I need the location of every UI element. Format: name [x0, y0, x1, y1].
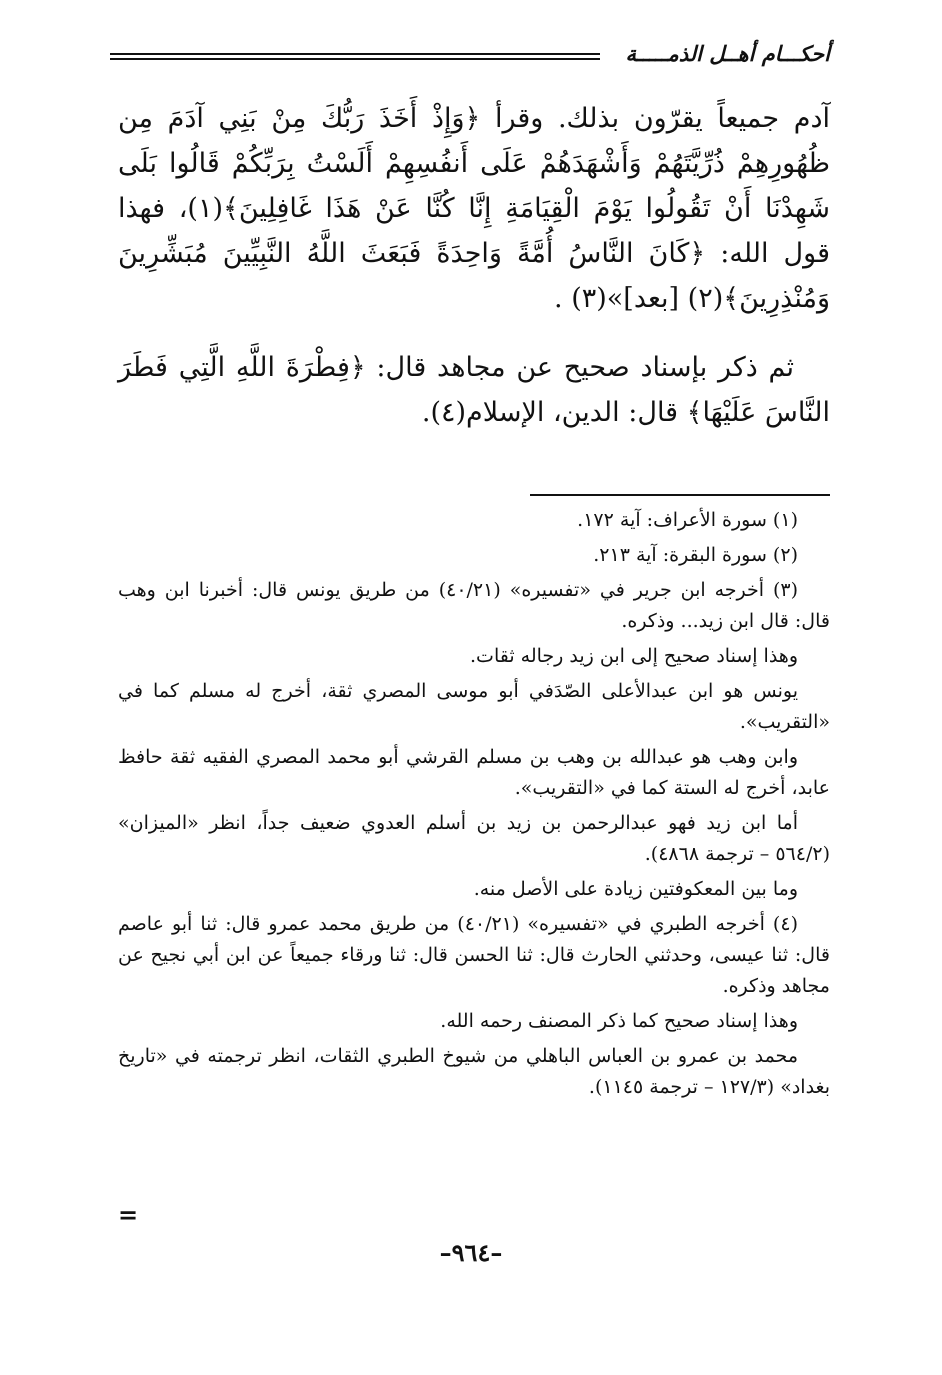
header-rule [110, 53, 600, 60]
header-title: أحكـــام أهــل الذمـــــة [617, 40, 830, 68]
footnote: (١) سورة الأعراف: آية ١٧٢. [577, 509, 798, 531]
footnote: (٢) سورة البقرة: آية ٢١٣. [593, 544, 798, 566]
main-text [118, 96, 830, 435]
footnote: وهذا إسناد صحيح كما ذكر المصنف رحمه الله. [440, 1010, 798, 1032]
footnote: أما ابن زيد فهو عبدالرحمن بن زيد بن أسلم العدوي ضعيف جداً، انظر «الميزان» (٥٦٤/٢ – ترجمة ٤٨٦٨). [118, 812, 830, 865]
footnote: (٣) أخرجه ابن جرير في «تفسيره» (٤٠/٢١) من طريق يونس قال: أخبرنا ابن وهب قال: قال ابن زيد... وذكره. [118, 579, 830, 632]
footnote: وابن وهب هو عبدالله بن وهب بن مسلم القرشي أبو محمد المصري الفقيه ثقة حافظ عابد، أخرج له الستة كما في «التقريب». [118, 746, 830, 799]
footnote: وما بين المعكوفتين زيادة على الأصل منه. [473, 878, 798, 900]
footnotes [118, 505, 830, 1107]
footnote: وهذا إسناد صحيح إلى ابن زيد رجاله ثقات. [470, 645, 798, 667]
footnote: يونس هو ابن عبدالأعلى الصّدَفي أبو موسى المصري ثقة، أخرج له مسلم كما في «التقريب». [118, 680, 830, 733]
main-paragraph: ثم ذكر بإسناد صحيح عن مجاهد قال: ﴿فِطْرَةَ اللَّهِ الَّتِي فَطَرَ النَّاسَ عَلَيْهَا﴾ قال: الدين، الإسلام(٤). [118, 352, 830, 428]
main-paragraph: آدم جميعاً يقرّون بذلك. وقرأ ﴿وَإِذْ أَخَذَ رَبُّكَ مِنْ بَنِي آدَمَ مِن ظُهُورِهِمْ ذُرِّيَّتَهُمْ وَأَشْهَدَهُمْ عَلَى أَنفُسِهِمْ أَلَسْتُ بِرَبِّكُمْ قَالُوا بَلَى شَهِدْنَا أَنْ تَقُولُوا يَوْمَ الْقِيَامَةِ إِنَّا كُنَّا عَنْ هَذَا غَافِلِينَ﴾(١)، فهذا قول الله: ﴿كَانَ النَّاسُ أُمَّةً وَاحِدَةً فَبَعَثَ اللَّهُ النَّبِيِّينَ مُبَشِّرِينَ وَمُنْذِرِينَ﴾(٢) [بعد]»(٣) . [118, 103, 830, 314]
page-number: –٩٦٤– [439, 1238, 503, 1267]
continuation-mark: = [118, 1200, 139, 1229]
footnote: (٤) أخرجه الطبري في «تفسيره» (٤٠/٢١) من طريق محمد عمرو قال: ثنا أبو عاصم قال: ثنا عيسى، وحدثني الحارث قال: ثنا الحسن قال: ثنا ورقاء جميعاً عن ابن أبي نجيح عن مجاهد وذكره. [118, 913, 830, 997]
footnote: محمد بن عمرو بن العباس الباهلي من شيوخ الطبري الثقات، انظر ترجمته في «تاريخ بغداد» (١٢٧/٣ – ترجمة ١١٤٥). [118, 1045, 830, 1098]
running-header [110, 40, 830, 80]
footnote-separator [530, 494, 830, 496]
